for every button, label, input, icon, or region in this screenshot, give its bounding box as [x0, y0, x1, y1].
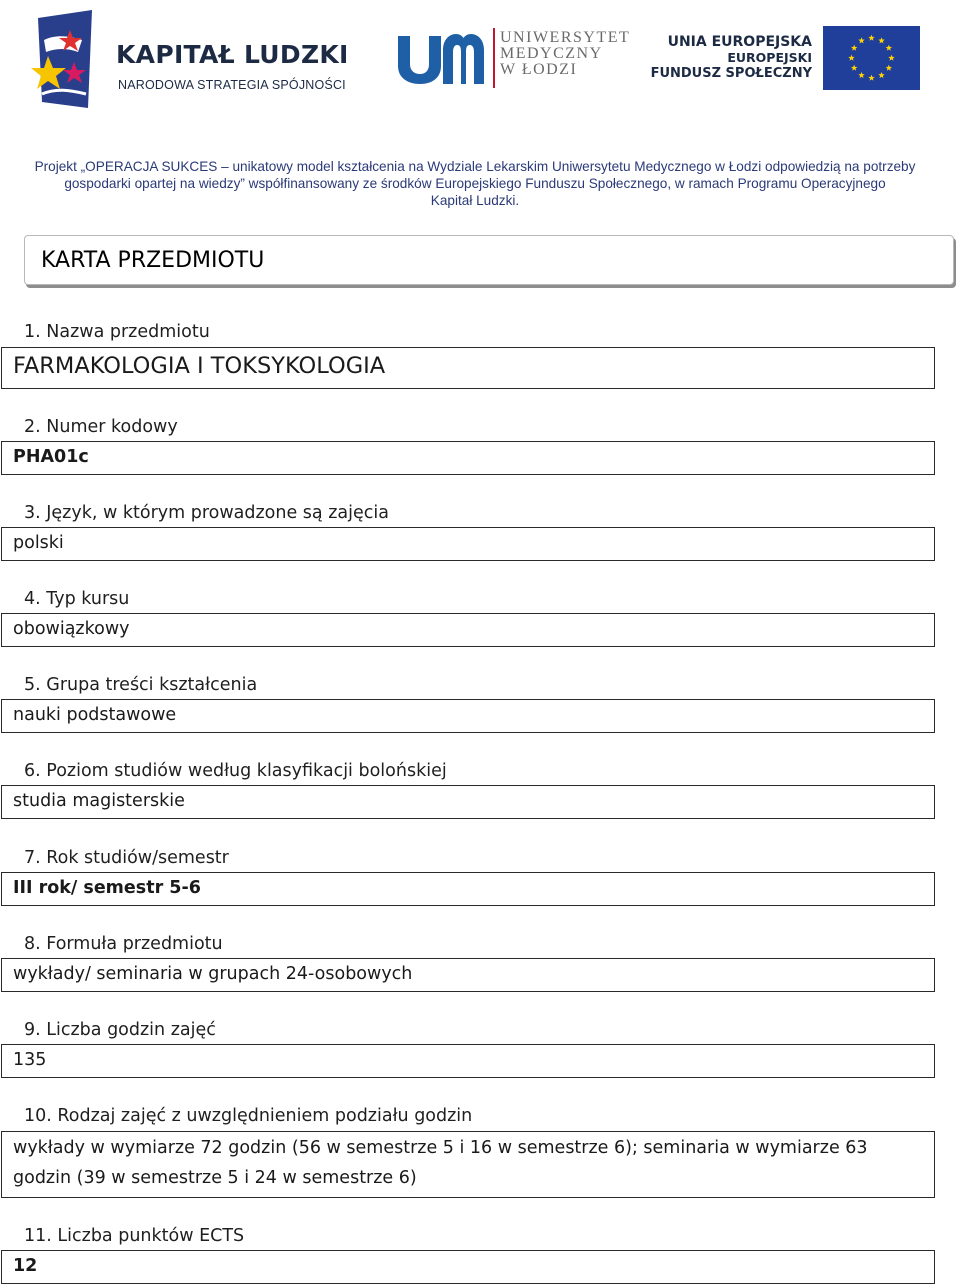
field-5-label: 5. Grupa treści kształcenia: [24, 675, 258, 695]
field-9-label: 9. Liczba godzin zajęć: [24, 1020, 216, 1040]
field-11-box: [1, 1250, 935, 1284]
kapital-ludzki-subtitle: NARODOWA STRATEGIA SPÓJNOŚCI: [118, 78, 346, 92]
project-line-3: Kapitał Ludzki.: [430, 193, 520, 208]
field-1-box: [1, 347, 935, 389]
field-5-box: [1, 699, 935, 733]
field-8-label: 8. Formuła przedmiotu: [24, 934, 223, 954]
kapital-ludzki-title: KAPITAŁ LUDZKI: [116, 40, 349, 69]
field-5-value: nauki podstawowe: [13, 705, 177, 725]
field-11-label: 11. Liczba punktów ECTS: [24, 1226, 245, 1246]
field-11-value: 12: [13, 1256, 38, 1276]
eu-flag-icon: [823, 26, 920, 90]
card-title-box: [24, 235, 954, 285]
um-line-1: UNIWERSYTET: [500, 29, 631, 46]
card-title: KARTA PRZEDMIOTU: [41, 248, 265, 273]
logo-header: [0, 0, 960, 120]
eu-line-3: FUNDUSZ SPOŁECZNY: [650, 66, 812, 81]
field-4-value: obowiązkowy: [13, 619, 130, 639]
eu-fund-text: [651, 34, 812, 82]
kapital-ludzki-star-icon: [30, 10, 96, 108]
field-3-value: polski: [13, 533, 64, 553]
eu-line-2: EUROPEJSKI: [727, 50, 812, 65]
field-3-box: [1, 527, 935, 561]
project-line-1: Projekt „OPERACJA SUKCES – unikatowy model kształcenia na Wydziale Lekarskim Uniwersytetu Medycznego w Łodzi odpowiedzią na potrzeby: [34, 159, 916, 174]
field-8-box: [1, 958, 935, 992]
field-3-label: 3. Język, w którym prowadzone są zajęcia: [24, 503, 389, 523]
field-10-value-line-1: wykłady w wymiarze 72 godzin (56 w semestrze 5 i 16 w semestrze 6); seminaria w wymiarze 63: [13, 1138, 868, 1158]
um-separator: [493, 28, 495, 88]
project-description: [20, 158, 930, 209]
eu-fund-logo: [650, 26, 922, 92]
field-6-box: [1, 785, 935, 819]
field-2-value: PHA01c: [13, 447, 89, 467]
project-line-2: gospodarki opartej na wiedzy” współfinansowany ze środków Europejskiego Funduszu Społecznego, w ramach Programu Operacyjnego: [64, 176, 886, 191]
field-7-box: [1, 872, 935, 906]
umed-lodz-logo: [396, 28, 636, 90]
field-9-value: 135: [13, 1050, 47, 1070]
field-7-label: 7. Rok studiów/semestr: [24, 848, 229, 868]
field-10-label: 10. Rodzaj zajęć z uwzględnieniem podziału godzin: [24, 1106, 473, 1126]
field-2-label: 2. Numer kodowy: [24, 417, 178, 437]
um-line-2: MEDYCZNY: [500, 45, 603, 62]
um-monogram-icon: [396, 32, 484, 84]
field-7-value: III rok/ semestr 5-6: [13, 878, 201, 898]
field-10-value-line-2: godzin (39 w semestrze 5 i 24 w semestrze 6): [13, 1168, 417, 1188]
field-10-box: [1, 1131, 935, 1198]
field-10-value: [13, 1133, 922, 1193]
field-9-box: [1, 1044, 935, 1078]
eu-line-1: UNIA EUROPEJSKA: [667, 34, 812, 50]
field-1-value: FARMAKOLOGIA I TOKSYKOLOGIA: [13, 353, 386, 379]
field-8-value: wykłady/ seminaria w grupach 24-osobowych: [13, 964, 413, 984]
field-4-box: [1, 613, 935, 647]
field-4-label: 4. Typ kursu: [24, 589, 130, 609]
field-6-label: 6. Poziom studiów według klasyfikacji bolońskiej: [24, 761, 447, 781]
um-line-3: W ŁODZI: [500, 61, 578, 78]
kapital-ludzki-logo: [30, 10, 349, 110]
field-6-value: studia magisterskie: [13, 791, 185, 811]
um-name-text: [500, 30, 630, 78]
field-1-label: 1. Nazwa przedmiotu: [24, 322, 210, 342]
field-2-box: [1, 441, 935, 475]
